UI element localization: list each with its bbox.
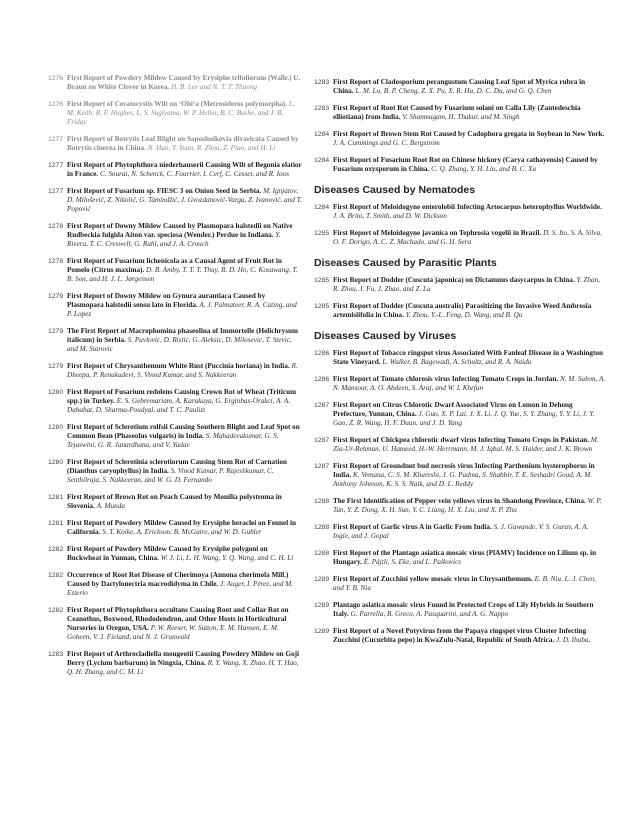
entry-authors: G. Parrella, B. Greco, A. Pasquarini, and A. G. Nappo	[350, 610, 509, 618]
parasitic-plants-section	[314, 276, 606, 320]
toc-entry[interactable]	[48, 571, 302, 598]
entry-authors: S. Pavlovic, D. Ristic, G. Aleksic, D. Milosevic, T. Stevic, and M. Starovic	[67, 336, 292, 353]
toc-entry[interactable]	[48, 493, 302, 511]
entry-authors: W. J. Li, L. H. Wang, Y. Q. Wang, and C. H. Li	[160, 554, 294, 562]
toc-entry[interactable]	[48, 545, 302, 563]
toc-entry[interactable]	[314, 375, 606, 393]
page-number: 1280	[48, 424, 64, 431]
entry-title[interactable]: First Report of Downy Mildew on Gynura aurantiaca Caused by Plasmopara halstedii sensu lato in Florida.	[67, 292, 266, 309]
entry-authors: S. J. Gawande, V. S. Gurav, A. A. Ingle, and J. Gopal	[333, 523, 589, 540]
toc-entry[interactable]	[314, 549, 606, 567]
entry-body	[333, 302, 606, 320]
toc-entry[interactable]	[48, 606, 302, 642]
entry-authors: L. Walker, B. Bagewadi, A. Schultz, and R. A. Naidu	[382, 358, 532, 366]
page-number: 1288	[314, 498, 330, 505]
entry-title[interactable]: First Report of the Plantago asiatica mosaic virus (PlAMV) Incidence on Lilium sp. in Hungary.	[333, 549, 597, 566]
toc-entry[interactable]	[314, 462, 606, 489]
toc-entry[interactable]	[48, 187, 302, 214]
entry-body	[333, 575, 606, 593]
entry-authors: D. S. Ito, S. A. Silva, O. F. Dorigo, A. C. Z. Machado, and G. H. Sera	[333, 229, 602, 246]
entry-title[interactable]: First Report of Fusarium lichenicola as a Causal Agent of Fruit Rot in Pomelo (Citrus maxima).	[67, 257, 282, 274]
toc-entry[interactable]	[314, 523, 606, 541]
toc-entry[interactable]	[314, 78, 606, 96]
toc-entry[interactable]	[314, 156, 606, 174]
page-number: 1286	[314, 350, 330, 357]
page-number: 1283	[48, 651, 64, 658]
toc-entry[interactable]	[314, 627, 606, 645]
entry-body	[67, 650, 302, 677]
toc-entry[interactable]	[48, 222, 302, 249]
entry-authors: S. Mahadevakumar, G. S. Tejaswini, G. R. Janardhana, and V. Yadav	[67, 432, 279, 449]
entry-authors: R. Dheepa, P. Renukadevi, S. Vinod Kumar, and S. Nakkeeran	[67, 362, 298, 379]
entry-body	[333, 276, 606, 294]
toc-entry[interactable]	[314, 229, 606, 247]
entry-authors: N. M. Salem, A. N. Mansour, A. O. Abdeen, S. Araj, and W. I. Khrfan	[333, 375, 606, 392]
entry-body	[67, 519, 302, 537]
toc-entry[interactable]	[48, 100, 302, 127]
page-number: 1285	[314, 303, 330, 310]
entry-title[interactable]: First Report of Dodder (Cuscuta japonica) on Dictamnus dasycarpus in China.	[333, 276, 575, 284]
entry-body	[333, 436, 606, 454]
entry-body	[333, 375, 606, 393]
entry-authors: M. Ignjatov, D. Milošević, Z. Nikolić, G. Tamindžić, J. Gvozdanović-Varga, Z. Ivanović, and T. Popović	[67, 187, 302, 213]
entry-authors: J. Guo, X. P. Lai, J. X. Li, J. Q. Yue, S. Y. Zhang, Y. Y. Li, J. Y. Gao, Z. R. Wang, H. F. Duan, and J. D. Yang	[333, 410, 595, 427]
entry-title[interactable]: First Report of Phytophthora occultans Causing Root and Collar Rot on Ceanothus, Boxwood, Rhododendron, and Other Hosts in Horticultural Nurseries in Oregon, USA.	[67, 606, 289, 632]
entry-body	[333, 401, 606, 428]
toc-entry[interactable]	[48, 135, 302, 153]
page-number: 1279	[48, 328, 64, 335]
entry-authors: V. Shanmugam, H. Thakur, and M. Singh	[402, 113, 520, 121]
toc-entry[interactable]	[314, 349, 606, 367]
toc-entry[interactable]	[48, 388, 302, 415]
entry-title[interactable]: First Report of Chrysanthemum White Rust (Puccinia horiana) in India.	[67, 362, 290, 370]
entry-authors: A. J. Palmateer, R. A. Cating, and P. Lopez	[67, 301, 297, 318]
entry-title[interactable]: First Report of Meloidogyne javanica on Tephrosia vogelii in Brazil.	[333, 229, 542, 237]
entry-title[interactable]: First Report of a Novel Potyvirus from the Papaya ringspot virus Cluster Infecting Zucchini (Cucurbita pepo) in KwaZulu-Natal, Republic of South Africa.	[333, 627, 587, 644]
entry-authors: H. B. Lee and N. T. T. Thuong	[171, 83, 258, 91]
entry-authors: A. Munda	[96, 502, 125, 510]
entry-title[interactable]: First Report of Tomato chlorosis virus Infecting Tomato Crops in Jordan.	[333, 375, 559, 383]
entry-title[interactable]: First Report of Brown Rot on Peach Caused by Monilia polystroma in Slovenia.	[67, 493, 282, 510]
nematodes-section	[314, 203, 606, 247]
page-number: 1284	[314, 157, 330, 164]
toc-entry[interactable]	[314, 601, 606, 619]
entry-authors: É. Pájtli, S. Eke, and L. Palkovics	[363, 558, 461, 566]
toc-entry[interactable]	[314, 130, 606, 148]
entry-authors: D. B. Amby, T. T. T. Thuy, B. D. Ho, C. Kosawang, T. B. Son, and H. J. L. Jørgensen	[67, 266, 298, 283]
page-number: 1284	[314, 131, 330, 138]
toc-entry[interactable]	[314, 276, 606, 294]
page-number: 1283	[314, 105, 330, 112]
page-number: 1289	[314, 602, 330, 609]
entry-body	[67, 257, 302, 284]
entry-title[interactable]: First Report of Fusarium Root Rot on Chinese hickory (Carya cathayensis) Caused by Fusarium oxysporum in China.	[333, 156, 598, 173]
entry-body	[67, 135, 302, 153]
entry-body	[333, 203, 606, 221]
entry-authors: J. Auger, I. Pérez, and M. Esterio	[67, 580, 294, 597]
entry-title[interactable]: First Report of Sclerotium rolfsii Causing Southern Blight and Leaf Spot on Common Bean (Phaseolus vulgaris) in India.	[67, 423, 300, 440]
page-number: 1276	[48, 75, 64, 82]
entry-title[interactable]: The First Report of Macrophomina phaseolina of Immortelle (Helichrysum italicum) in Serbia.	[67, 327, 299, 344]
entry-body	[333, 130, 606, 148]
toc-entry[interactable]	[48, 423, 302, 450]
entry-title[interactable]: Plantago asiatica mosaic virus Found in Protected Crops of Lily Hybrids in Southern Italy.	[333, 601, 594, 618]
toc-entry[interactable]	[48, 458, 302, 485]
entry-authors: J. A. Cummings and G. C. Bergstrom	[333, 139, 440, 147]
entry-authors: S. Vinod Kumar, P. Rajeshkumar, C. Senthilraja, S. Nakkeeran, and W. G. D. Fernando	[67, 467, 274, 484]
entry-body	[67, 388, 302, 415]
entry-title[interactable]: First Report of Botrytis Leaf Blight on Saposhnikovia divaricata Caused by Botrytis cinerea in China.	[67, 135, 299, 152]
toc-entry[interactable]	[314, 104, 606, 122]
page-number: 1279	[48, 363, 64, 370]
page-number: 1288	[314, 550, 330, 557]
entry-authors: C. Q. Zhang, Y. H. Liu, and B. C. Xu	[431, 165, 537, 173]
entry-title[interactable]: First Report on Citrus Chlorotic Dwarf Associated Virus on Lemon in Dehong Prefecture, Yunnan, China.	[333, 401, 573, 418]
entry-body	[333, 156, 606, 174]
entry-authors: L. M. Keith, R. F. Hughes, L. S. Sugiyama, W. P. Heller, B. C. Bushe, and J. B. Friday	[67, 100, 295, 126]
entry-body	[333, 549, 606, 567]
entry-body	[67, 292, 302, 319]
entry-body	[333, 497, 606, 515]
page-number: 1277	[48, 188, 64, 195]
entry-body	[333, 601, 606, 619]
entry-title[interactable]: First Report of Zucchini yellow mosaic virus in Chrysanthemum.	[333, 575, 533, 583]
toc-entry[interactable]	[314, 203, 606, 221]
toc-entry[interactable]	[48, 161, 302, 179]
entry-body	[333, 104, 606, 122]
entry-title[interactable]: First Report of Tobacco ringspot virus Associated With Fanleaf Disease in a Washington State Vineyard.	[333, 349, 603, 366]
entry-body	[67, 100, 302, 127]
entry-title[interactable]: First Report of Phytophthora niederhauserii Causing Wilt of Begonia elatior in France.	[67, 161, 302, 178]
toc-entry[interactable]	[48, 362, 302, 380]
toc-entry[interactable]	[48, 650, 302, 677]
page-number: 1282	[48, 607, 64, 614]
toc-entry[interactable]	[48, 292, 302, 319]
entry-authors: Y. Rivera, T. C. Creswell, G. Ruhl, and J. A. Crouch	[67, 231, 281, 248]
entry-body	[333, 627, 606, 645]
entry-authors: S. T. Koike, A. Erickson, B. McGuire, and W. D. Gubler	[102, 528, 262, 536]
entry-title[interactable]: First Report of Garlic virus A in Garlic From India.	[333, 523, 492, 531]
fungal-entries-continued	[314, 78, 606, 174]
toc-entry[interactable]	[314, 401, 606, 428]
page-number: 1279	[48, 293, 64, 300]
entry-title[interactable]: First Report of Brown Stem Rot Caused by Cadophora gregata in Soybean in New York.	[333, 130, 605, 138]
toc-entry[interactable]	[314, 302, 606, 320]
section-heading-nematodes: Diseases Caused by Nematodes	[314, 184, 476, 196]
viruses-section	[314, 349, 606, 645]
page-number: 1287	[314, 402, 330, 409]
entry-title[interactable]: First Report of Meloidogyne enterolobii Infecting Artocarpus heterophyllus Worldwide.	[333, 203, 602, 211]
page-number: 1287	[314, 463, 330, 470]
entry-body	[67, 606, 302, 642]
page-number: 1283	[314, 79, 330, 86]
page-number: 1284	[314, 204, 330, 211]
page-number: 1281	[48, 520, 64, 527]
entry-authors: R. Y. Wang, X. Zhao, H. T. Hao, Q. H. Zhang, and C. M. Li	[67, 659, 299, 676]
toc-entry[interactable]	[314, 575, 606, 593]
entry-body	[67, 161, 302, 179]
entry-title[interactable]: The First Identification of Pepper vein yellows virus in Shandong Province, China.	[333, 497, 586, 505]
section-heading-parasitic-plants: Diseases Caused by Parasitic Plants	[314, 257, 497, 269]
entry-title[interactable]: Occurrence of Root Rot Disease of Cherimoya (Annona cherimola Mill.) Caused by Dactylonectria macrodidyma in Chile.	[67, 571, 289, 588]
page-number: 1289	[314, 576, 330, 583]
entry-authors: Y. Zhou, Y.-L. Feng, D. Wang, and B. Qu	[405, 311, 523, 319]
page-number: 1280	[48, 389, 64, 396]
page-number: 1287	[314, 437, 330, 444]
entry-title[interactable]: First Report of Powdery Mildew Caused by Erysiphe trifoliorum (Wallr.) U. Braun on White Clover in Korea.	[67, 74, 301, 91]
toc-entry[interactable]	[48, 74, 302, 92]
entry-body	[67, 545, 302, 563]
entry-body	[67, 222, 302, 249]
entry-body	[67, 362, 302, 380]
entry-authors: E. B. Niu, L. J. Chen, and Y. B. Niu	[333, 575, 596, 592]
entry-title[interactable]: First Report of Fusarium sp. FIESC 3 on Onion Seed in Serbia.	[67, 187, 262, 195]
page-number: 1289	[314, 628, 330, 635]
entry-title[interactable]: First Report of Dodder (Cuscuta australis) Parasitizing the Invasive Weed Ambrosia artemisiifolia in China.	[333, 302, 592, 319]
toc-entry[interactable]	[48, 519, 302, 537]
entry-authors: J. A. Brito, T. Smith, and D. W. Dickson	[333, 212, 447, 220]
entry-title[interactable]: First Report of Downy Mildew Caused by Plasmopara halstedii on Native Rudbeckia fulgida Aiton var. speciosa (Wender.) Perdue in Indiana.	[67, 222, 293, 239]
page-number: 1288	[314, 524, 330, 531]
entry-body	[333, 349, 606, 367]
page-number: 1276	[48, 101, 64, 108]
entry-title[interactable]: First Report of Chickpea chlorotic dwarf virus Infecting Tomato Crops in Pakistan.	[333, 436, 590, 444]
entry-authors: E. S. Gebremariam, A. Karakaya, G. Erginbas-Orakci, A. A. Dababat, D. Sharma-Poudyal, and T. C. Paulitz	[67, 397, 291, 414]
page-number: 1277	[48, 136, 64, 143]
entry-authors: K. Vemana, C. S. M. Khureshi, J. G. Padma, S. Shabbir, T. E. Seshadri Goud, A. M. Anthony Johnson, K. S. S. Naik, and D. L. Reddy	[333, 471, 593, 488]
entry-authors: P. W. Reeser, W. Sutton, E. M. Hansen, E. M. Goheen, V. J. Fieland, and N. J. Grunwald	[67, 624, 279, 641]
left-column	[48, 74, 302, 685]
page-number: 1282	[48, 572, 64, 579]
entry-title[interactable]: First Report of Cladosporium perangustum Causing Leaf Spot of Myrica rubra in China.	[333, 78, 586, 95]
right-column	[314, 78, 606, 653]
page-number: 1281	[48, 494, 64, 501]
entry-title[interactable]: First Report of Groundnut bud necrosis virus Infecting Parthenium hysterophorus in India.	[333, 462, 595, 479]
entry-title[interactable]: First Report of Ceratocystis Wilt on ʻOhiʻa (Metrosideros polymorpha).	[67, 100, 288, 108]
page-number: 1286	[314, 376, 330, 383]
entry-body	[333, 462, 606, 489]
toc-entry[interactable]	[48, 257, 302, 284]
entry-authors: Y. Zhan, R. Zhou, J. Fu, J. Zhao, and Z. Lu	[333, 276, 600, 293]
entry-body	[67, 327, 302, 354]
entry-body	[67, 493, 302, 511]
entry-authors: W. P. Tan, Y. Z. Dong, X. H. Sun, Y. C. Liang, H. X. Liu, and X. P. Zhu	[333, 497, 602, 514]
entry-authors: C. Sourat, N. Schenck, C. Fourrier, I. Cerf, C. Cesset, and R. Ioos	[99, 170, 289, 178]
entry-body	[67, 458, 302, 485]
page-number: 1278	[48, 223, 64, 230]
entry-authors: L. M. Lu, B. P. Cheng, Z. X. Pu, X. R. Hu, D. C. Du, and G. Q. Chen	[355, 87, 552, 95]
entry-body	[67, 187, 302, 214]
page-number: 1285	[314, 230, 330, 237]
page-number: 1278	[48, 258, 64, 265]
entry-authors: J. D. Ibaba,	[556, 636, 591, 644]
page-number: 1285	[314, 277, 330, 284]
toc-entry[interactable]	[48, 327, 302, 354]
entry-authors: M. Zia-Ur-Rehman, U. Hameed, H.-W. Herrmann, M. J. Iqbal, M. S. Haider, and J. K. Brown	[333, 436, 599, 453]
page-number: 1282	[48, 546, 64, 553]
entry-body	[67, 571, 302, 598]
entry-body	[67, 74, 302, 92]
entry-body	[333, 229, 606, 247]
entry-body	[67, 423, 302, 450]
entry-title[interactable]: First Report of Fusarium redolens Causing Crown Rot of Wheat (Triticum spp.) in Turkey.	[67, 388, 297, 405]
entry-body	[333, 78, 606, 96]
entry-title[interactable]: First Report of Powdery Mildew Caused by Erysiphe heraclei on Fennel in California.	[67, 519, 296, 536]
entry-title[interactable]: First Report of Arthrocladiella mougeotii Causing Powdery Mildew on Goji Berry (Lycium barbarum) in Ningxia, China.	[67, 650, 300, 667]
section-heading-viruses: Diseases Caused by Viruses	[314, 330, 457, 342]
entry-body	[333, 523, 606, 541]
entry-title[interactable]: First Report of Sclerotinia sclerotiorum Causing Stem Rot of Carnation (Dianthus caryophyllus) in India.	[67, 458, 287, 475]
toc-entry[interactable]	[314, 436, 606, 454]
entry-title[interactable]: First Report of Powdery Mildew Caused by Erysiphe polygoni on Buckwheat in Yunnan, China.	[67, 545, 268, 562]
entry-title[interactable]: First Report of Root Rot Caused by Fusarium solani on Calla Lily (Zantedeschia elliotiana) from India.	[333, 104, 581, 121]
page-number: 1277	[48, 162, 64, 169]
toc-entry[interactable]	[314, 497, 606, 515]
entry-authors: N. Hao, Y. Yuan, R. Zhou, Z. Piao, and H. Li	[147, 144, 276, 152]
page-number: 1280	[48, 459, 64, 466]
